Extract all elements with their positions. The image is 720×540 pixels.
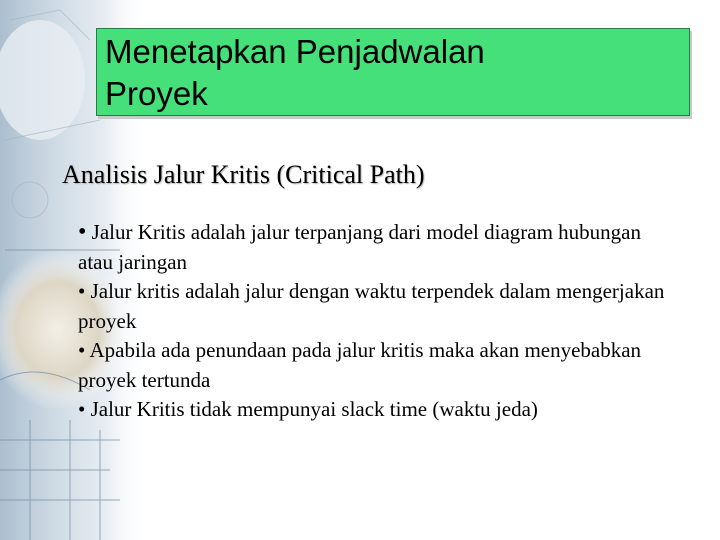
bullet-item [78, 277, 678, 336]
bullet-symbol: • [78, 338, 86, 362]
bullet-list [78, 218, 678, 425]
title-box [96, 28, 690, 116]
bullet-symbol: • [78, 279, 86, 303]
bullet-text: Jalur Kritis adalah jalur terpanjang dari model diagram hubungan atau jaringan [78, 220, 641, 274]
slide-title-line-2: Proyek [105, 75, 208, 112]
bullet-text: Jalur kritis adalah jalur dengan waktu terpendek dalam mengerjakan proyek [78, 279, 665, 333]
bullet-text: Jalur Kritis tidak mempunyai slack time (waktu jeda) [90, 397, 538, 421]
slide-title-line-1: Menetapkan Penjadwalan [105, 33, 485, 70]
bullet-item [78, 336, 678, 395]
bullet-symbol: • [78, 219, 87, 245]
bullet-item [78, 218, 678, 277]
bullet-text: Apabila ada penundaan pada jalur kritis maka akan menyebabkan proyek tertunda [78, 338, 642, 392]
slide-title [105, 31, 485, 115]
bullet-symbol: • [78, 397, 86, 421]
slide-subtitle: Analisis Jalur Kritis (Critical Path) [62, 160, 425, 189]
bullet-item [78, 395, 678, 425]
